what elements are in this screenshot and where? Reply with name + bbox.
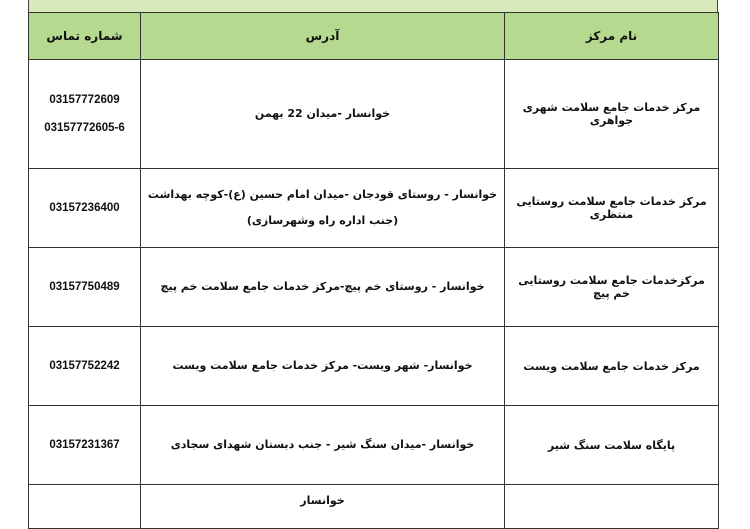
table-row [29, 485, 719, 529]
header-address: آدرس [141, 13, 505, 60]
phone-number: 03157752242 [49, 360, 120, 372]
phone-cell [29, 327, 141, 406]
phone-cell [29, 169, 141, 248]
address-cell: خوانسار - روستای قودجان -میدان امام حسین (ع)-کوچه بهداشت (جنب اداره راه وشهرسازی) [141, 169, 505, 248]
center-name-cell: مرکزخدمات جامع سلامت روستایی خم پیچ [505, 248, 719, 327]
phone-number: 03157750489 [49, 281, 120, 293]
header-center-name: نام مرکز [505, 13, 719, 60]
table-row [29, 248, 719, 327]
phone-cell [29, 485, 141, 529]
table-row [29, 60, 719, 169]
phone-number: 03157231367 [49, 439, 120, 451]
address-cell: خوانسار [141, 485, 505, 529]
address-cell: خوانسار -میدان سنگ شیر - جنب دبستان شهدای سجادی [141, 406, 505, 485]
table-header-row [29, 13, 719, 60]
center-name-cell: پایگاه سلامت سنگ شیر [505, 406, 719, 485]
phone-cell [29, 406, 141, 485]
header-phone: شماره تماس [29, 13, 141, 60]
table-row [29, 327, 719, 406]
table-row [29, 406, 719, 485]
center-name-cell: مرکز خدمات جامع سلامت ویست [505, 327, 719, 406]
phone-cell [29, 60, 141, 169]
address-cell: خوانسار - روستای خم پیچ-مرکز خدمات جامع سلامت خم پیچ [141, 248, 505, 327]
table-row [29, 169, 719, 248]
health-centers-table [28, 12, 719, 529]
center-name-cell: مرکز خدمات جامع سلامت شهری جواهری [505, 60, 719, 169]
address-cell: خوانسار- شهر ویست- مرکز خدمات جامع سلامت ویست [141, 327, 505, 406]
phone-number: 03157772609 [49, 94, 120, 106]
center-name-cell: مرکز خدمات جامع سلامت روستایی منتظری [505, 169, 719, 248]
center-name-cell [505, 485, 719, 529]
phone-number: 03157772605-6 [44, 122, 125, 134]
phone-number: 03157236400 [49, 202, 120, 214]
address-cell: خوانسار -میدان 22 بهمن [141, 60, 505, 169]
phone-cell [29, 248, 141, 327]
